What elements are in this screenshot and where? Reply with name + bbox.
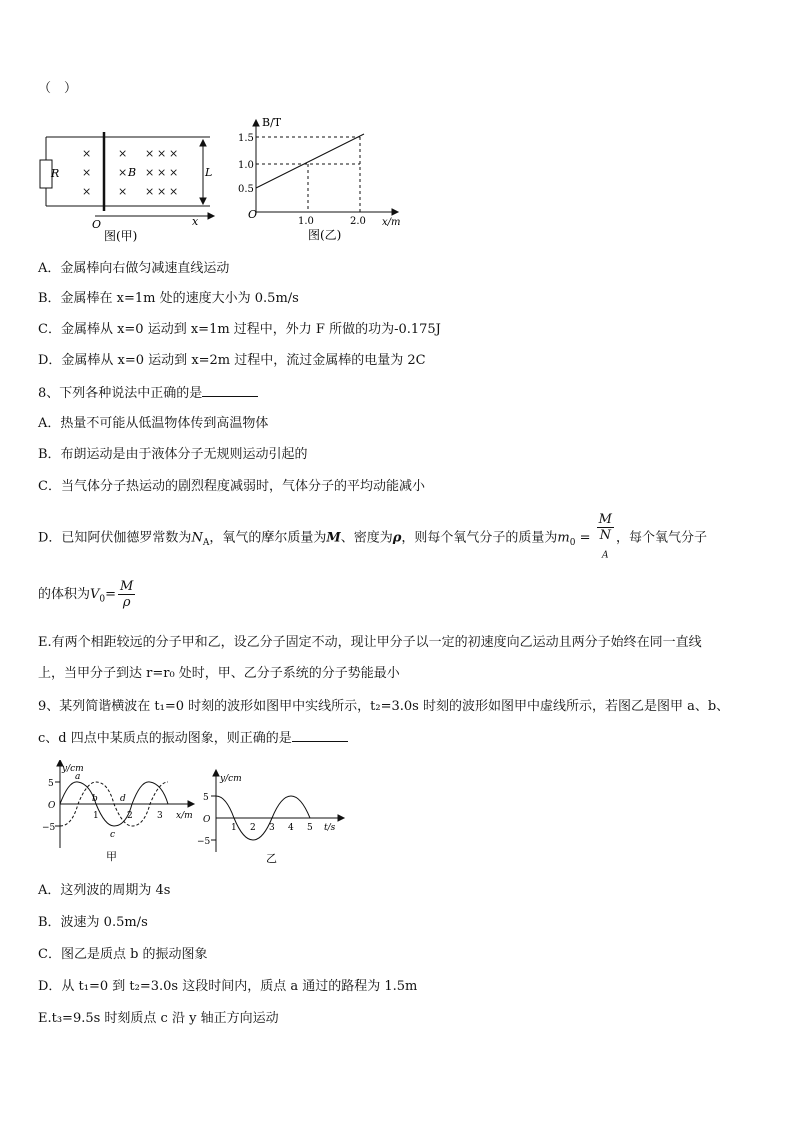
bx-ylabel: B/T [262,116,282,129]
q8-option-e-line1: E.有两个相距较远的分子甲和乙，设乙分子固定不动，现让甲分子以一定的初速度向乙运动且两分子始终在同一直线 [38,635,702,650]
q8-answer-blank [202,396,258,397]
q7-option-a: A．金属棒向右做匀减速直线运动 [38,261,230,276]
wave-jia-xtick-2: 2 [127,811,133,821]
bx-ytick-1.5: 1.5 [238,133,254,144]
wave-yi-ytick-5: 5 [203,793,209,803]
q9-option-d: D．从 t₁=0 到 t₂=3.0s 这段时间内，质点 a 通过的路程为 1.5m [38,979,418,994]
svg-text:×: × [118,185,128,198]
bx-xtick-1.0: 1.0 [298,216,314,227]
q8-option-e-line2: 上，当甲分子到达 r=r₀ 处时，甲、乙分子系统的分子势能最小 [38,666,400,681]
wave-jia-xlabel: x/m [176,811,193,821]
wave-yi-xtick-1: 1 [231,823,237,833]
point-b: b [92,794,98,804]
figure-q7 [30,112,420,247]
wave-yi-xtick-4: 4 [288,823,294,833]
wave-jia-ytick-neg5: −5 [42,823,56,833]
q7-option-b: B．金属棒在 x=1m 处的速度大小为 0.5m/s [38,291,299,306]
svg-text:×: × [145,185,155,198]
bx-ytick-1.0: 1.0 [238,160,254,171]
wave-jia-origin: O [48,801,56,811]
svg-text:×: × [169,166,179,179]
svg-text:×: × [82,185,92,198]
svg-text:×: × [82,166,92,179]
q9-option-e: E.t₃=9.5s 时刻质点 c 沿 y 轴正方向运动 [38,1011,279,1026]
formula-mass-fraction: M N $_A$ [598,512,612,561]
label-x-left: x [192,215,199,228]
wave-yi-ytick-neg5: −5 [197,837,211,847]
svg-text:×: × [157,147,167,160]
svg-text:×: × [145,166,155,179]
q8-option-d-line2: 的体积为$V_0=$ $\frac{M}{\rho}$ [38,579,134,610]
svg-text:×: × [145,147,155,160]
label-B: B [128,166,137,179]
bx-origin: O [248,208,258,221]
q9-option-c: C．图乙是质点 b 的振动图象 [38,947,208,962]
bx-graph [253,120,398,215]
q8-stem-text: 8、下列各种说法中正确的是 [38,386,203,401]
bx-line [256,134,364,188]
svg-text:×: × [169,147,179,160]
label-R: R [51,167,60,180]
caption-wave-yi: 乙 [266,852,277,865]
q7-option-d: D．金属棒从 x=0 运动到 x=2m 过程中，流过金属棒的电量为 2C [38,353,426,368]
q8-option-a: A．热量不可能从低温物体传到高温物体 [38,416,269,431]
formula-volume-fraction: $\frac{M}{\rho}$ [120,579,134,610]
point-d: d [120,794,126,804]
wave-jia-ylabel: y/cm [62,764,84,774]
svg-text:×: × [118,166,128,179]
svg-text:×: × [157,166,167,179]
wave-yi-ylabel: y/cm [220,774,242,784]
bx-ytick-0.5: 0.5 [238,184,254,195]
caption-wave-jia: 甲 [106,850,117,863]
q7-option-c: C．金属棒从 x=0 运动到 x=1m 过程中，外力 F 所做的功为-0.175J [38,322,441,337]
q8-option-c: C．当气体分子热运动的剧烈程度减弱时，气体分子的平均动能减小 [38,479,425,494]
bx-xlabel: x/m [382,217,401,228]
wave-jia-xtick-3: 3 [157,811,163,821]
caption-jia: 图(甲) [104,229,138,243]
point-a: a [75,772,81,782]
svg-text:×: × [169,185,179,198]
svg-text:×: × [157,185,167,198]
figure-q9 [40,760,360,870]
wave-yi-origin: O [203,815,211,825]
wave-jia-xtick-1: 1 [93,811,99,821]
wave-yi-xtick-3: 3 [269,823,275,833]
q9-stem-line2: c、d 四点中某质点的振动图象，则正确的是 [38,730,348,748]
q8-option-d-line1: D．已知阿伏伽德罗常数为$N_A$，氧气的摩尔质量为M、密度为ρ，则每个氧气分子的质量为$m_0$ = M N $_A$ ，每个氧气分子 [38,512,707,564]
point-c: c [110,830,116,840]
answer-paren: （ ） [38,81,78,96]
wave-yi-xtick-2: 2 [250,823,256,833]
wave-jia-ytick-5: 5 [48,779,54,789]
label-O-left: O [92,218,102,231]
q8-option-b: B．布朗运动是由于液体分子无规则运动引起的 [38,447,308,462]
q9-option-b: B．波速为 0.5m/s [38,915,148,930]
bx-xtick-2.0: 2.0 [350,216,366,227]
wave-yi-xtick-5: 5 [307,823,313,833]
label-L: L [205,166,213,179]
caption-yi: 图(乙) [308,228,342,242]
q9-option-a: A．这列波的周期为 4s [38,883,171,898]
q8-stem [38,385,258,403]
svg-text:×: × [118,147,128,160]
wave-yi-xlabel: t/s [324,823,336,833]
q9-answer-blank [292,741,348,742]
q9-stem-line1: 9、某列简谐横波在 t₁=0 时刻的波形如图甲中实线所示，t₂=3.0s 时刻的波形如图甲中虚线所示，若图乙是图甲 a、b、 [38,699,730,714]
svg-text:×: × [82,147,92,160]
